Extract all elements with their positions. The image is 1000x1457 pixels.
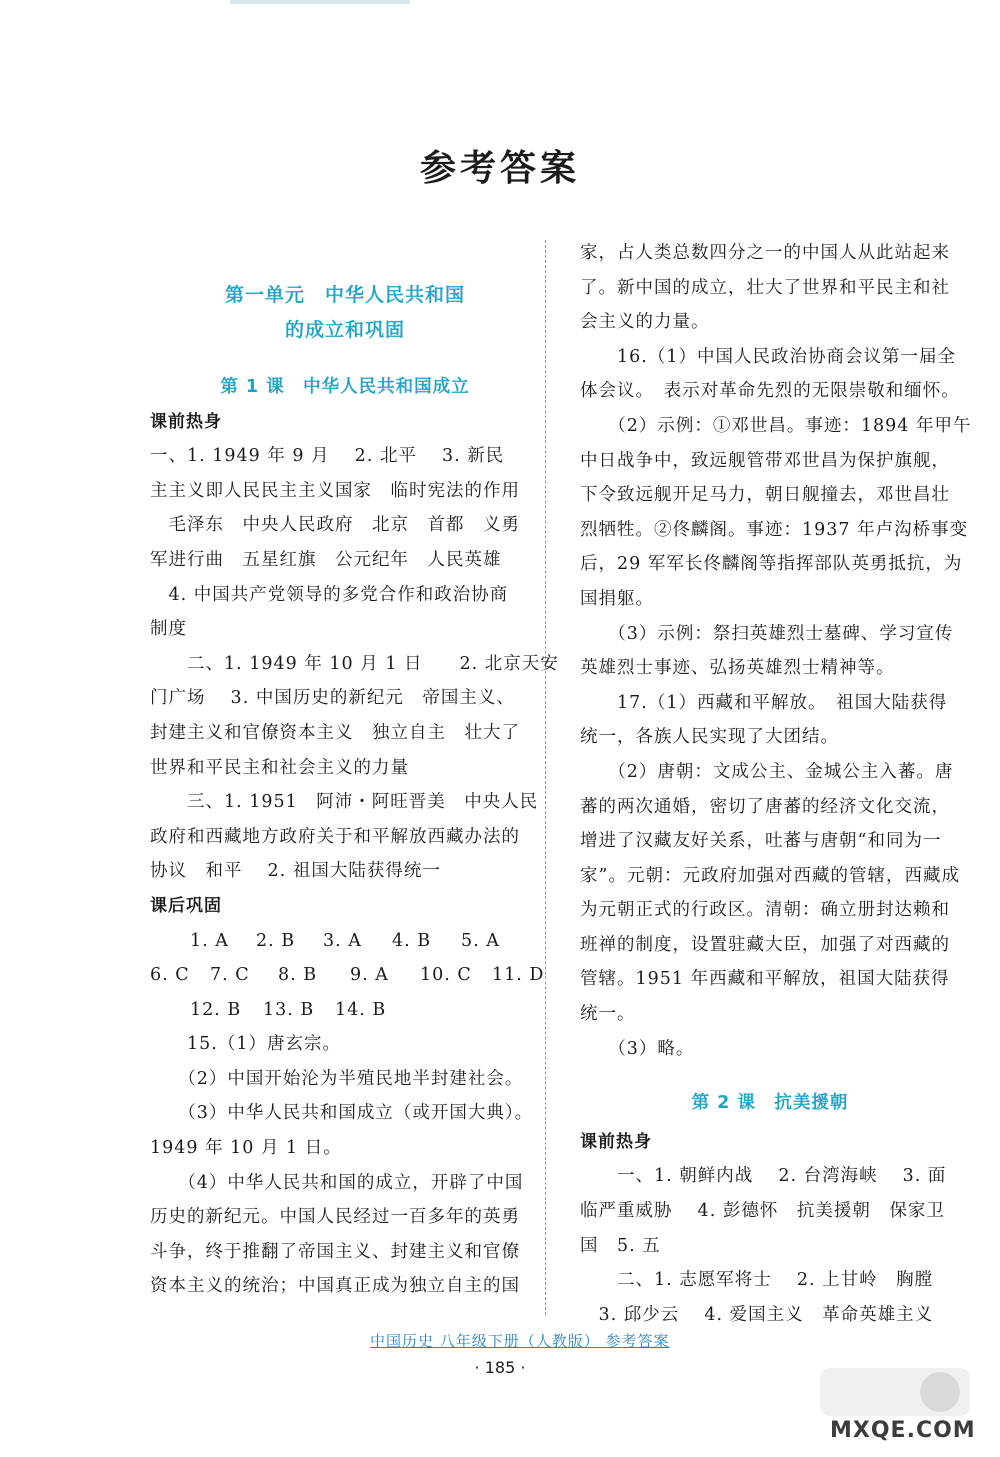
left-answers-a xyxy=(150,439,559,889)
answer-line: 17.（1）西藏和平解放。 祖国大陆获得 xyxy=(580,692,948,713)
answer-line: 协议 和平 2. 祖国大陆获得统一 xyxy=(150,861,441,882)
answer-line: 一、1. 1949 年 9 月 2. 北平 3. 新民 xyxy=(150,446,505,467)
lesson-1-title: 第 1 课 中华人民共和国成立 xyxy=(220,377,470,397)
multiple-choice-answers xyxy=(150,924,550,1028)
answer-line: 封建主义和官僚资本主义 独立自主 壮大了 xyxy=(150,722,520,743)
mc-answer: 4. B xyxy=(392,930,432,951)
mc-answer: 11. D xyxy=(492,965,545,986)
answer-line: 了。新中国的成立，壮大了世界和平民主和社 xyxy=(580,277,950,298)
answer-line: 二、1. 1949 年 10 月 1 日 2. 北京天安 xyxy=(150,653,559,674)
section-heading-pre-class: 课前热身 xyxy=(150,411,222,432)
mc-row xyxy=(150,924,550,959)
top-edge-decoration xyxy=(230,0,410,4)
answer-line: 下令致远舰开足马力，朝日舰撞去，邓世昌壮 xyxy=(580,485,950,506)
answer-line: （2）示例：①邓世昌。事迹：1894 年甲午 xyxy=(580,415,972,436)
answer-line: 16.（1）中国人民政治协商会议第一届全 xyxy=(580,346,956,367)
answer-line: 军进行曲 五星红旗 公元纪年 人民英雄 xyxy=(150,549,502,570)
footer-subtitle: 中国历史 八年级下册（人教版） 参考答案 xyxy=(370,1332,670,1350)
answer-line: （3）中华人民共和国成立（或开国大典）。 xyxy=(150,1103,534,1124)
answer-line: 家”。元朝：元政府加强对西藏的管辖，西藏成 xyxy=(580,865,960,886)
right-column xyxy=(580,236,972,1332)
answer-line: 政府和西藏地方政府关于和平解放西藏办法的 xyxy=(150,826,520,847)
mc-answer: 13. B xyxy=(263,999,315,1020)
answer-line: 体会议。 表示对革命先烈的无限崇敬和缅怀。 xyxy=(580,381,960,402)
right-answers-b xyxy=(580,1159,960,1332)
answer-line: （2）唐朝：文成公主、金城公主入蕃。唐 xyxy=(580,761,954,782)
answer-line: 世界和平民主和社会主义的力量 xyxy=(150,757,409,778)
answer-line: 一、1. 朝鲜内战 2. 台湾海峡 3. 面 xyxy=(580,1166,947,1187)
mc-answer: 3. A xyxy=(323,930,362,951)
answer-line: 制度 xyxy=(150,619,187,640)
answer-line: 烈牺牲。②佟麟阁。事迹：1937 年卢沟桥事变 xyxy=(580,519,969,540)
unit-title-line-1: 第一单元 中华人民共和国 xyxy=(224,284,465,306)
answer-line: 资本主义的统治；中国真正成为独立自主的国 xyxy=(150,1276,520,1297)
section-heading-pre-class-2: 课前热身 xyxy=(580,1131,652,1152)
mc-answer: 10. C xyxy=(420,965,472,986)
answer-line: 中日战争中，致远舰管带邓世昌为保护旗舰， xyxy=(580,450,950,471)
left-answers-b xyxy=(150,1027,550,1304)
mc-answer: 6. C xyxy=(150,965,190,986)
answer-line: （4）中华人民共和国的成立，开辟了中国 xyxy=(150,1172,524,1193)
answer-line: 主主义即人民民主主义国家 临时宪法的作用 xyxy=(150,480,520,501)
answer-line: （2）中国开始沦为半殖民地半封建社会。 xyxy=(150,1068,524,1089)
mc-row xyxy=(150,958,550,993)
answer-line: 班禅的制度，设置驻藏大臣，加强了对西藏的 xyxy=(580,934,950,955)
answer-line: 临严重威胁 4. 彭德怀 抗美援朝 保家卫 xyxy=(580,1201,945,1222)
answer-line: 4. 中国共产党领导的多党合作和政治协商 xyxy=(150,584,509,605)
lesson-2-title: 第 2 课 抗美援朝 xyxy=(691,1093,849,1114)
page-title: 参考答案 xyxy=(419,148,580,189)
unit-title-line-2: 的成立和巩固 xyxy=(284,319,405,341)
answer-line: 蕃的两次通婚，密切了唐蕃的经济文化交流， xyxy=(580,796,950,817)
answer-line: 毛泽东 中央人民政府 北京 首都 义勇 xyxy=(150,515,520,536)
answer-line: 门广场 3. 中国历史的新纪元 帝国主义、 xyxy=(150,688,515,709)
mc-answer: 8. B xyxy=(278,965,318,986)
left-column xyxy=(150,236,559,1304)
page-number: · 185 · xyxy=(474,1358,526,1377)
answer-line: 会主义的力量。 xyxy=(580,312,710,333)
mc-row xyxy=(150,993,550,1028)
answer-line: 三、1. 1951 阿沛・阿旺晋美 中央人民 xyxy=(150,792,539,813)
answer-line: 3. 邱少云 4. 爱国主义 革命英雄主义 xyxy=(580,1304,934,1325)
mc-answer: 1. A xyxy=(190,930,229,951)
answer-line: 管辖。1951 年西藏和平解放，祖国大陆获得 xyxy=(580,969,950,990)
answer-line: （3）示例：祭扫英雄烈士墓碑、学习宣传 xyxy=(580,623,954,644)
answer-line: 家，占人类总数四分之一的中国人从此站起来 xyxy=(580,243,950,263)
mc-answer: 9. A xyxy=(350,965,389,986)
answer-line: 15.（1）唐玄宗。 xyxy=(150,1034,341,1055)
answer-line: 二、1. 志愿军将士 2. 上甘岭 胸膛 xyxy=(580,1270,934,1291)
answer-line: 统一。 xyxy=(580,1004,636,1025)
mc-answer: 2. B xyxy=(256,930,296,951)
watermark-text: MXQE.COM xyxy=(830,1418,976,1443)
section-heading-post-class: 课后巩固 xyxy=(150,895,222,916)
answer-line: 为元朝正式的行政区。清朝：确立册封达赖和 xyxy=(580,900,950,921)
answer-line: 后，29 军军长佟麟阁等指挥部队英勇抵抗，为 xyxy=(580,554,963,575)
answer-line: 统一，各族人民实现了大团结。 xyxy=(580,727,839,748)
answer-line: 历史的新纪元。中国人民经过一百多年的英勇 xyxy=(150,1207,520,1228)
mc-answer: 14. B xyxy=(335,999,387,1020)
mc-answer: 12. B xyxy=(190,999,242,1020)
answer-line: 国 5. 五 xyxy=(580,1235,661,1256)
answer-line: 国捐躯。 xyxy=(580,588,654,609)
answer-line: 增进了汉藏友好关系，吐蕃与唐朝“和同为一 xyxy=(580,831,942,852)
answer-line: （3）略。 xyxy=(580,1038,695,1059)
answer-line: 斗争，终于推翻了帝国主义、封建主义和官僚 xyxy=(150,1241,520,1262)
mc-answer: 5. A xyxy=(461,930,500,951)
answer-line: 英雄烈士事迹、弘扬英雄烈士精神等。 xyxy=(580,658,895,679)
answer-line: 1949 年 10 月 1 日。 xyxy=(150,1138,342,1159)
right-answers-a xyxy=(580,236,972,1066)
mc-answer: 7. C xyxy=(210,965,250,986)
